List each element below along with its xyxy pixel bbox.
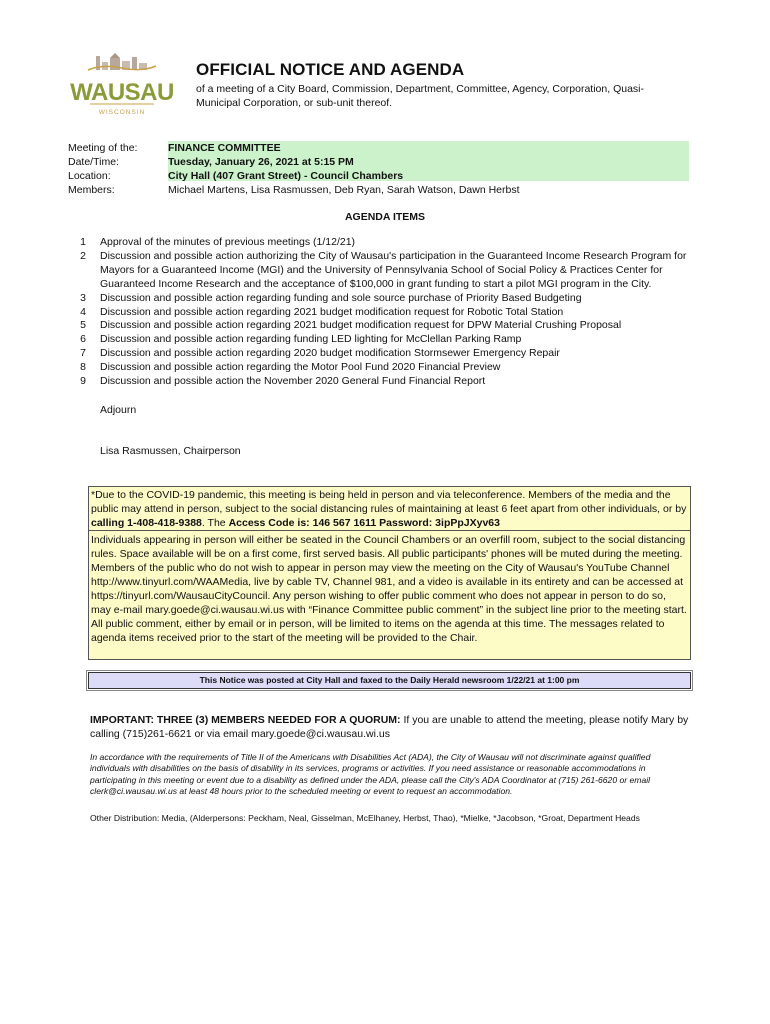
agenda-item-number: 1	[80, 236, 86, 248]
covid-intro-text: *Due to the COVID-19 pandemic, this meeting is being held in person and via teleconference. Members of the media and the public may attend in person, subject to the social distancing rules of maintaining at least 6 feet apart from other individuals, or by	[91, 489, 687, 515]
svg-text:WAUSAU: WAUSAU	[70, 79, 174, 106]
agenda-item	[76, 319, 696, 333]
members-value: Michael Martens, Lisa Rasmussen, Deb Ryan, Sarah Watson, Dawn Herbst	[168, 184, 520, 196]
agenda-item-text: Discussion and possible action regarding funding and sole source purchase of Priority Based Budgeting	[100, 291, 582, 304]
adjourn-text: Adjourn	[100, 404, 137, 416]
agenda-item-text: Discussion and possible action regarding 2021 budget modification request for DPW Material Crushing Proposal	[100, 319, 622, 332]
agenda-item-number: 3	[80, 291, 86, 304]
agenda-list	[76, 236, 696, 389]
agenda-item	[76, 236, 696, 250]
agenda-item-number: 6	[80, 333, 86, 346]
location-value: City Hall (407 Grant Street) - Council Chambers	[168, 170, 404, 182]
agenda-heading: AGENDA ITEMS	[344, 211, 426, 223]
location-label: Location:	[68, 170, 111, 182]
agenda-item-number: 5	[80, 319, 86, 332]
agenda-item-number: 8	[80, 361, 86, 374]
quorum-notice	[90, 713, 700, 741]
agenda-item-text: Discussion and possible action regarding funding LED lighting for McClellan Parking Ramp	[100, 333, 522, 346]
quorum-text: If you are unable to attend the meeting, please notify Mary by calling (715)261-6621 or via email mary.goede@ci.wausau.wi.us	[90, 714, 689, 740]
meeting-value: FINANCE COMMITTEE	[168, 142, 281, 154]
quorum-heading: IMPORTANT: THREE (3) MEMBERS NEEDED FOR A QUORUM:	[90, 714, 401, 726]
agenda-item	[76, 306, 696, 320]
covid-notice-details: Individuals appearing in person will either be seated in the Council Chambers or an overfill room, subject to the social distancing rules. Space available will be on a first come, first served basis. All public participants' phones will be muted during the meeting. Members of the public who do not wish to appear in person may view the meeting on the City of Wausau's YouTube Channel http://www.tinyurl.com/WAAMedia, live by cable TV, Channel 981, and a video is available in its entirety and can be accessed at https://tinyurl.com/WausauCityCouncil. Any person wishing to offer public comment who does not appear in person to do so, may e-mail mary.goede@ci.wausau.wi.us with “Finance Committee public comment” in the subject line prior to the meeting start. All public comment, either by email or in person, will be limited to items on the agenda at this time. The messages related to agenda items received prior to the start of the meeting will be provided to the Chair.	[91, 534, 687, 644]
date-time-value: Tuesday, January 26, 2021 at 5:15 PM	[168, 156, 354, 168]
posted-notice: This Notice was posted at City Hall and faxed to the Daily Herald newsroom 1/22/21 at 1:00 pm	[88, 672, 691, 689]
agenda-item-text: Discussion and possible action regarding 2021 budget modification request for Robotic Total Station	[100, 305, 564, 318]
svg-text:WISCONSIN: WISCONSIN	[98, 109, 146, 116]
agenda-item	[76, 250, 696, 292]
page-title: OFFICIAL NOTICE AND AGENDA	[196, 60, 465, 79]
agenda-item-text: Approval of the minutes of previous meetings (1/12/21)	[100, 236, 356, 248]
access-code: Access Code is: 146 567 1611 Password: 3ipPpJXyv63	[228, 517, 500, 529]
teleconference-phone: calling 1-408-418-9388	[91, 517, 202, 529]
page-subtitle: of a meeting of a City Board, Commission, Department, Committee, Agency, Corporation, Quasi-Municipal Corporation, or sub-unit thereof.	[196, 83, 644, 109]
meeting-row	[68, 155, 708, 169]
meeting-row	[68, 183, 708, 197]
date-time-label: Date/Time:	[68, 156, 119, 168]
agenda-item	[76, 361, 696, 375]
chairperson-name: Lisa Rasmussen, Chairperson	[100, 445, 241, 457]
agenda-item-text: Discussion and possible action the November 2020 General Fund Financial Report	[100, 375, 486, 388]
agenda-item-number: 9	[80, 375, 86, 388]
covid-notice-intro	[89, 487, 690, 531]
agenda-item-number: 7	[80, 347, 86, 360]
agenda-item-text: Discussion and possible action regarding 2020 budget modification Stormsewer Emergency Repair	[100, 347, 560, 360]
wausau-logo-icon	[70, 52, 174, 122]
agenda-item-text: Discussion and possible action regarding the Motor Pool Fund 2020 Financial Preview	[100, 361, 501, 374]
meeting-row	[68, 141, 708, 155]
agenda-item-text: Discussion and possible action authorizing the City of Wausau's participation in the Guaranteed Income Research Program for Mayors for a Guaranteed Income (MGI) and the University of Pennsylvania School of Social Policy & Practices Center for Guaranteed Income Research and the acceptance of $100,000 in grant funding to start a pilot MGI program in the City.	[100, 249, 687, 290]
members-label: Members:	[68, 184, 115, 196]
agenda-item	[76, 333, 696, 347]
distribution-list: Other Distribution: Media, (Alderpersons: Peckham, Neal, Gisselman, McElhaney, Herbst, Thao), *Mielke, *Jacobson, *Groat, Department Heads	[90, 813, 640, 823]
covid-mid-text: . The	[201, 517, 229, 529]
agenda-item	[76, 375, 696, 389]
covid-notice-box	[88, 486, 691, 660]
agenda-item-number: 2	[80, 249, 86, 262]
agenda-item	[76, 347, 696, 361]
agenda-item-number: 4	[80, 305, 86, 318]
meeting-label: Meeting of the:	[68, 142, 138, 154]
ada-notice: In accordance with the requirements of Title II of the Americans with Disabilities Act (ADA), the City of Wausau will not discriminate against qualified individuals with disabilities on the basis of disability in its services, programs or activities. If you need assistance or reasonable accommodations in participating in this meeting or event due to a disability as defined under the ADA, please call the City's ADA Coordinator at (715) 261-6620 or email clerk@ci.wausau.wi.us at least 48 hours prior to the scheduled meeting or event to request an accommodation.	[90, 752, 651, 796]
meeting-row	[68, 169, 708, 183]
wausau-logo	[70, 52, 174, 122]
meeting-details	[68, 141, 708, 197]
agenda-item	[76, 292, 696, 306]
